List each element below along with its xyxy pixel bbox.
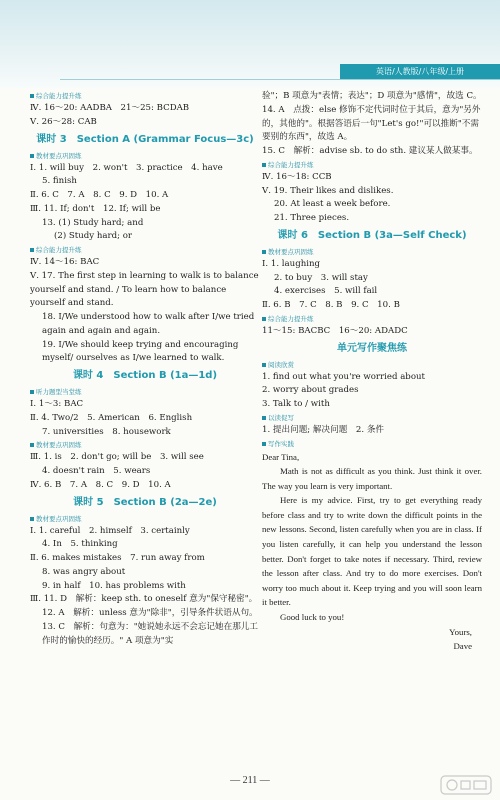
section-tag: 综合能力提升练 [30, 90, 260, 102]
answer-line: Ⅴ. 17. The first step in learning to walk is to balance yourself and stand. / To learn how to balance yourself and stand. [30, 270, 259, 309]
section-tag: 教材要点巩固练 [30, 150, 260, 162]
answer-line: Ⅳ. 16～20: AADBA 21～25: BCDAB [30, 103, 190, 113]
answer-line: 20. At least a week before. [274, 199, 391, 210]
square-bullet-icon [262, 317, 266, 321]
section-tag: 以读促写 [262, 412, 482, 424]
section-tag: 教材要点巩固练 [30, 439, 260, 451]
answer-line: Ⅱ. 6. B 7. C 8. B 9. C 10. B [262, 300, 400, 310]
answer-line: 15. C 解析：advise sb. to do sth. 建议某人做某事。 [262, 146, 478, 156]
answer-line: 4. doesn't rain 5. wears [42, 466, 151, 476]
answer-line: 14. A 点拨：else 修饰不定代词时位于其后，意为"另外的，其他的"。根据答语后一句"Let's go!"可以推断"不需要别的东西"，故选 A。 [262, 104, 481, 143]
section-tag: 写作实践 [262, 438, 482, 450]
answer-line: 2. worry about grades [262, 385, 359, 396]
letter-yours: Yours, [449, 626, 472, 637]
answer-line: Ⅱ. 6. C 7. A 8. C 9. D 10. A [30, 190, 169, 200]
answer-line: 2. to buy 3. will stay [274, 272, 368, 283]
lesson-title: 课时 4 Section B (1a—1d) [72, 370, 218, 381]
square-bullet-icon [262, 250, 266, 254]
answer-line: 1. find out what you're worried about [262, 371, 425, 382]
section-tag: 听力题型当堂练 [30, 386, 260, 398]
lesson-title: 课时 5 Section B (2a—2e) [73, 496, 217, 508]
answer-line: 13. C 解析：句意为："她说她永远不会忘记她在那儿工作时的愉快的经历。" A 项意为"实 [42, 621, 258, 646]
answer-line: 3. Talk to / with [262, 399, 330, 409]
answer-line: 4. In 5. thinking [42, 539, 118, 550]
header-divider [60, 79, 500, 80]
answer-line: 21. Three pieces. [274, 213, 350, 223]
square-bullet-icon [30, 248, 34, 252]
answer-line: 11～15: BACBC 16～20: ADADC [262, 325, 408, 336]
answer-line: Ⅰ. 1. will buy 2. won't 3. practice 4. have [30, 162, 223, 173]
left-column [30, 90, 260, 648]
answer-line: 验"；B 项意为"表情；表达"；D 项意为"感情"，故选 C。 [262, 91, 482, 101]
square-bullet-icon [262, 363, 266, 367]
answer-line: 13. (1) Study hard; and [42, 217, 144, 228]
answer-line: Ⅲ. 1. is 2. don't go; will be 3. will see [30, 452, 204, 463]
answer-line: Ⅰ. 1～3: BAC [30, 399, 84, 409]
model-letter [262, 450, 482, 654]
section-tag: 阅读欣赏 [262, 359, 482, 371]
square-bullet-icon [262, 442, 266, 446]
page-number: — 211 — [230, 775, 270, 786]
letter-greeting: Dear Tina, [262, 451, 300, 462]
square-bullet-icon [30, 154, 34, 158]
book-title: 英语/人教版/八年级/上册 [340, 64, 500, 79]
square-bullet-icon [262, 416, 266, 420]
square-bullet-icon [30, 94, 34, 98]
answer-line: Ⅳ. 14～16: BAC [30, 257, 100, 267]
answer-line: Ⅲ. 11. D 解析：keep sth. to oneself 意为"保守秘密"。 [30, 594, 258, 605]
answer-line: (2) Study hard; or [54, 231, 133, 242]
answer-line: Ⅴ. 26～28: CAB [30, 116, 97, 127]
section-tag: 综合能力提升练 [30, 244, 260, 256]
answer-line: 9. in half 10. has problems with [42, 580, 186, 591]
letter-closing: Good luck to you! [280, 612, 345, 623]
section-tag: 教材要点巩固练 [262, 246, 482, 258]
answer-line: 8. was angry about [42, 566, 126, 577]
answer-line: Ⅰ. 1. laughing [262, 258, 321, 269]
section-tag: 教材要点巩固练 [30, 513, 260, 525]
answer-line: 5. finish [42, 176, 77, 187]
letter-paragraph: Here is my advice. First, try to get everything ready before class and try to write down the difficult points in the new lessons. Second, listen carefully when you are in class. If you listen carefully, it can help you understand the lesson better. Don't forget to take notes if necessary. Third, review the lesson after class. And try to do more exercises. Don't worry too much about it. Keep trying and you will soon learn it better. [262, 495, 482, 608]
answer-line: Ⅱ. 6. makes mistakes 7. run away from [30, 553, 205, 563]
square-bullet-icon [30, 390, 34, 394]
answer-line: 19. I/We should keep trying and encouraging myself/ ourselves as I/we learned to walk. [42, 339, 239, 364]
square-bullet-icon [30, 443, 34, 447]
answer-line: Ⅴ. 19. Their likes and dislikes. [262, 185, 394, 196]
letter-paragraph: Math is not as difficult as you think. Just think it over. The way you learn is very important. [262, 466, 482, 491]
square-bullet-icon [30, 517, 34, 521]
answer-line: Ⅲ. 11. If; don't 12. If; will be [30, 203, 161, 214]
right-column [262, 90, 482, 654]
answer-line: Ⅳ. 6. B 7. A 8. C 9. D 10. A [30, 479, 171, 490]
answer-line: 18. I/We understood how to walk after I/we tried again and again and again. [42, 312, 255, 336]
answer-line: Ⅳ. 16～18: CCB [262, 171, 332, 182]
answer-line: Ⅰ. 1. careful 2. himself 3. certainly [30, 525, 190, 536]
answer-line: 7. universities 8. housework [42, 426, 171, 437]
section-tag: 综合能力提升练 [262, 313, 482, 325]
unit-title: 单元写作聚焦练 [337, 342, 407, 354]
lesson-title: 课时 3 Section A (Grammar Focus—3c) [36, 133, 254, 145]
square-bullet-icon [262, 163, 266, 167]
watermark-logo-icon [440, 774, 492, 796]
answer-line: 4. exercises 5. will fail [274, 286, 378, 297]
lesson-title: 课时 6 Section B (3a—Self Check) [277, 229, 467, 241]
answer-line: 1. 提出问题; 解决问题 2. 条件 [262, 424, 385, 435]
section-tag: 综合能力提升练 [262, 159, 482, 171]
letter-signature: Dave [453, 641, 472, 652]
answer-line: 12. A 解析：unless 意为"除非"，引导条件状语从句。 [42, 608, 258, 618]
answer-line: Ⅱ. 4. Two/2 5. American 6. English [30, 412, 193, 423]
